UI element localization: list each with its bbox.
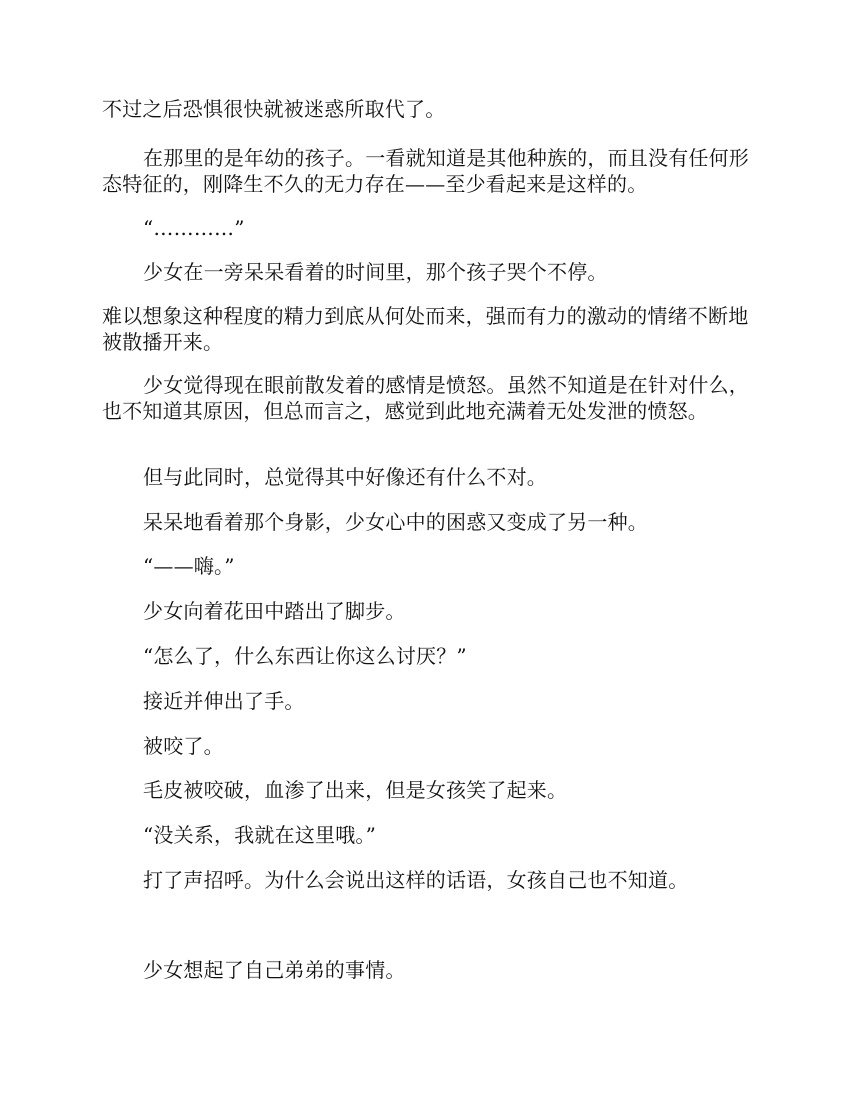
paragraph-12: 接近并伸出了手。 — [143, 689, 305, 713]
paragraph-7: 但与此同时，总觉得其中好像还有什么不对。 — [143, 465, 547, 489]
paragraph-4: 少女在一旁呆呆看着的时间里，那个孩子哭个不停。 — [143, 260, 608, 284]
paragraph-15: “没关系，我就在这里哦。” — [143, 823, 377, 847]
paragraph-14: 毛皮被咬破，血渗了出来，但是女孩笑了起来。 — [143, 778, 568, 802]
paragraph-13: 被咬了。 — [143, 734, 224, 758]
paragraph-5: 难以想象这种程度的精力到底从何处而来，强而有力的激动的情绪不断地被散播开来。 — [102, 304, 749, 354]
paragraph-1: 不过之后恐惧很快就被迷惑所取代了。 — [102, 97, 446, 121]
paragraph-17: 少女想起了自己弟弟的事情。 — [143, 958, 406, 982]
paragraph-16: 打了声招呼。为什么会说出这样的话语，女孩自己也不知道。 — [143, 868, 689, 892]
paragraph-11: “怎么了，什么东西让你这么讨厌？” — [143, 644, 467, 668]
paragraph-2: 在那里的是年幼的孩子。一看就知道是其他种族的，而且没有任何形态特征的，刚降生不久的无力存在——至少看起来是这样的。 — [102, 146, 749, 196]
paragraph-3: “…………” — [143, 216, 245, 240]
paragraph-10: 少女向着花田中踏出了脚步。 — [143, 599, 406, 623]
paragraph-6: 少女觉得现在眼前散发着的感情是愤怒。虽然不知道是在针对什么，也不知道其原因，但总而言之，感觉到此地充满着无处发泄的愤怒。 — [102, 373, 749, 423]
paragraph-9: “——嗨。” — [143, 554, 235, 578]
paragraph-8: 呆呆地看着那个身影，少女心中的困惑又变成了另一种。 — [143, 510, 648, 534]
